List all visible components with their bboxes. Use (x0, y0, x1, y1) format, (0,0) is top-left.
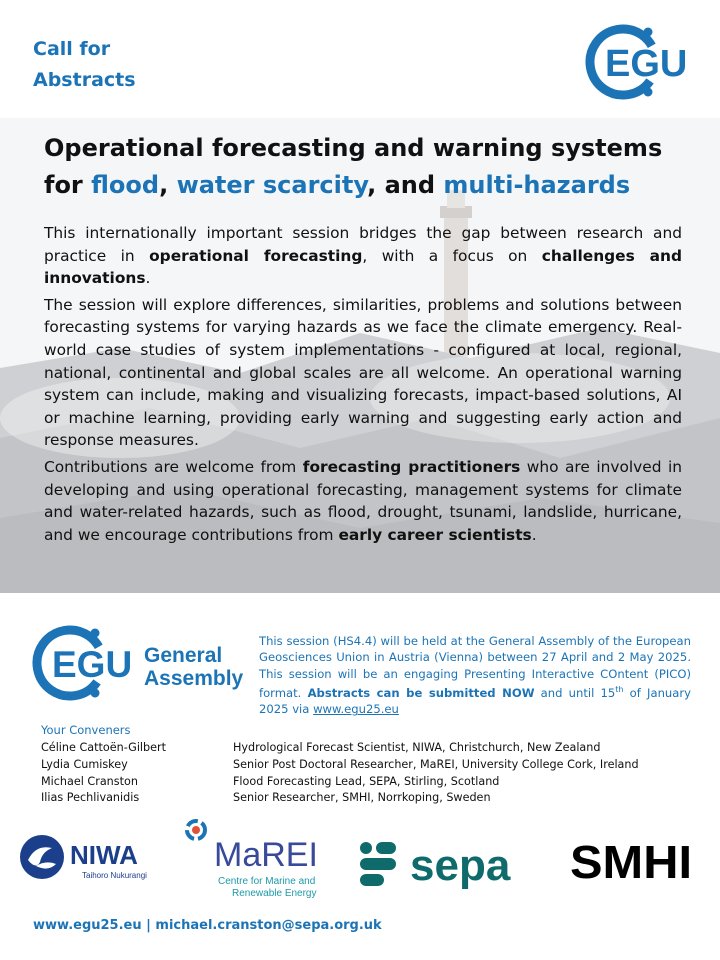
convener-role: Hydrological Forecast Scientist, NIWA, Christchurch, New Zealand (233, 741, 601, 754)
marei-logo-subtext-1: Centre for Marine and (218, 876, 316, 887)
paragraph-contributions: Contributions are welcome from forecasting practitioners who are involved in developing and using operational forecasting, management systems for climate and water-related hazards, such as flood, drought, tsunami, landslide, hurricane, and we encourage contributions from early career scientists. (44, 457, 682, 544)
convener-name: Lydia Cumiskey (41, 757, 128, 771)
niwa-logo (18, 830, 168, 884)
convener-name: Michael Cranston (41, 774, 138, 788)
title-sep-2: , and (367, 171, 444, 199)
call-for-abstracts-heading (33, 34, 136, 96)
sepa-logo-text: sepa (410, 841, 511, 890)
paragraph-intro: This internationally important session bridges the gap between research and practice in operational forecasting, with a focus on challenges and innovations. (44, 224, 683, 288)
paragraph-scope: The session will explore differences, similarities, problems and solutions between forecasting systems for varying hazards as we face the climate emergency. Real-world case studies of system implementations - configured at local, regional, national, continental and global scales are all welcome. An operational warning system can include, making and visualizing forecasts, impact-based solutions, AI or machine learning, providing early warning and suggesting early action and response measures. (44, 295, 682, 450)
title-line-2 (44, 167, 684, 204)
title-water-scarcity: water scarcity (176, 171, 368, 199)
session-title (44, 130, 684, 204)
session-info: This session (HS4.4) will be held at the General Assembly of the European Geosciences Union in Austria (Vienna) between 27 April and 2 May 2025. This session will be an engaging Presenting Interactive COntent (PICO) format. Abstracts can be submitted NOW and until 15th of January 2025 via www.egu25.eu (259, 634, 691, 717)
ga-logo-egu: EGU (52, 644, 133, 685)
ga-logo-general: General (144, 644, 223, 667)
smhi-logo (570, 836, 694, 882)
convener-row (41, 790, 701, 807)
call-line-2: Abstracts (33, 69, 136, 91)
call-line-1: Call for (33, 38, 111, 60)
egu-general-assembly-logo (30, 622, 245, 704)
niwa-logo-subtext: Taihoro Nukurangi (82, 871, 147, 880)
marei-logo-subtext-2: Renewable Energy (232, 888, 317, 899)
convener-role: Senior Post Doctoral Researcher, MaREI, University College Cork, Ireland (233, 757, 639, 771)
convener-row (41, 740, 701, 757)
egu-logo-text: EGU (605, 43, 688, 85)
convener-name: Céline Cattoën-Gilbert (41, 741, 167, 754)
egu25-link[interactable]: www.egu25.eu (313, 702, 399, 717)
title-line-1: Operational forecasting and warning systems (44, 134, 663, 162)
conveners-heading: Your Conveners (41, 723, 131, 737)
title-prefix: for (44, 171, 92, 199)
egu-logo (583, 20, 695, 104)
title-flood: flood (91, 171, 160, 199)
convener-row (41, 757, 701, 774)
marei-logo-text: MaREI (214, 836, 318, 874)
footer-contact: www.egu25.eu | michael.cranston@sepa.org.uk (33, 918, 382, 933)
convener-role: Senior Researcher, SMHI, Norrkoping, Sweden (233, 791, 491, 805)
convener-row (41, 774, 701, 791)
sepa-logo (356, 836, 552, 892)
niwa-logo-text: NIWA (70, 840, 138, 870)
convener-name: Ilias Pechlivanidis (41, 791, 140, 805)
marei-logo (176, 818, 336, 902)
convener-role: Flood Forecasting Lead, SEPA, Stirling, Scotland (233, 774, 500, 788)
session-description (44, 222, 682, 550)
conveners-list (41, 740, 701, 807)
title-multi-hazards: multi-hazards (443, 171, 631, 199)
ga-logo-assembly: Assembly (144, 667, 244, 690)
smhi-logo-text: SMHI (570, 836, 692, 882)
title-sep-1: , (159, 171, 177, 199)
